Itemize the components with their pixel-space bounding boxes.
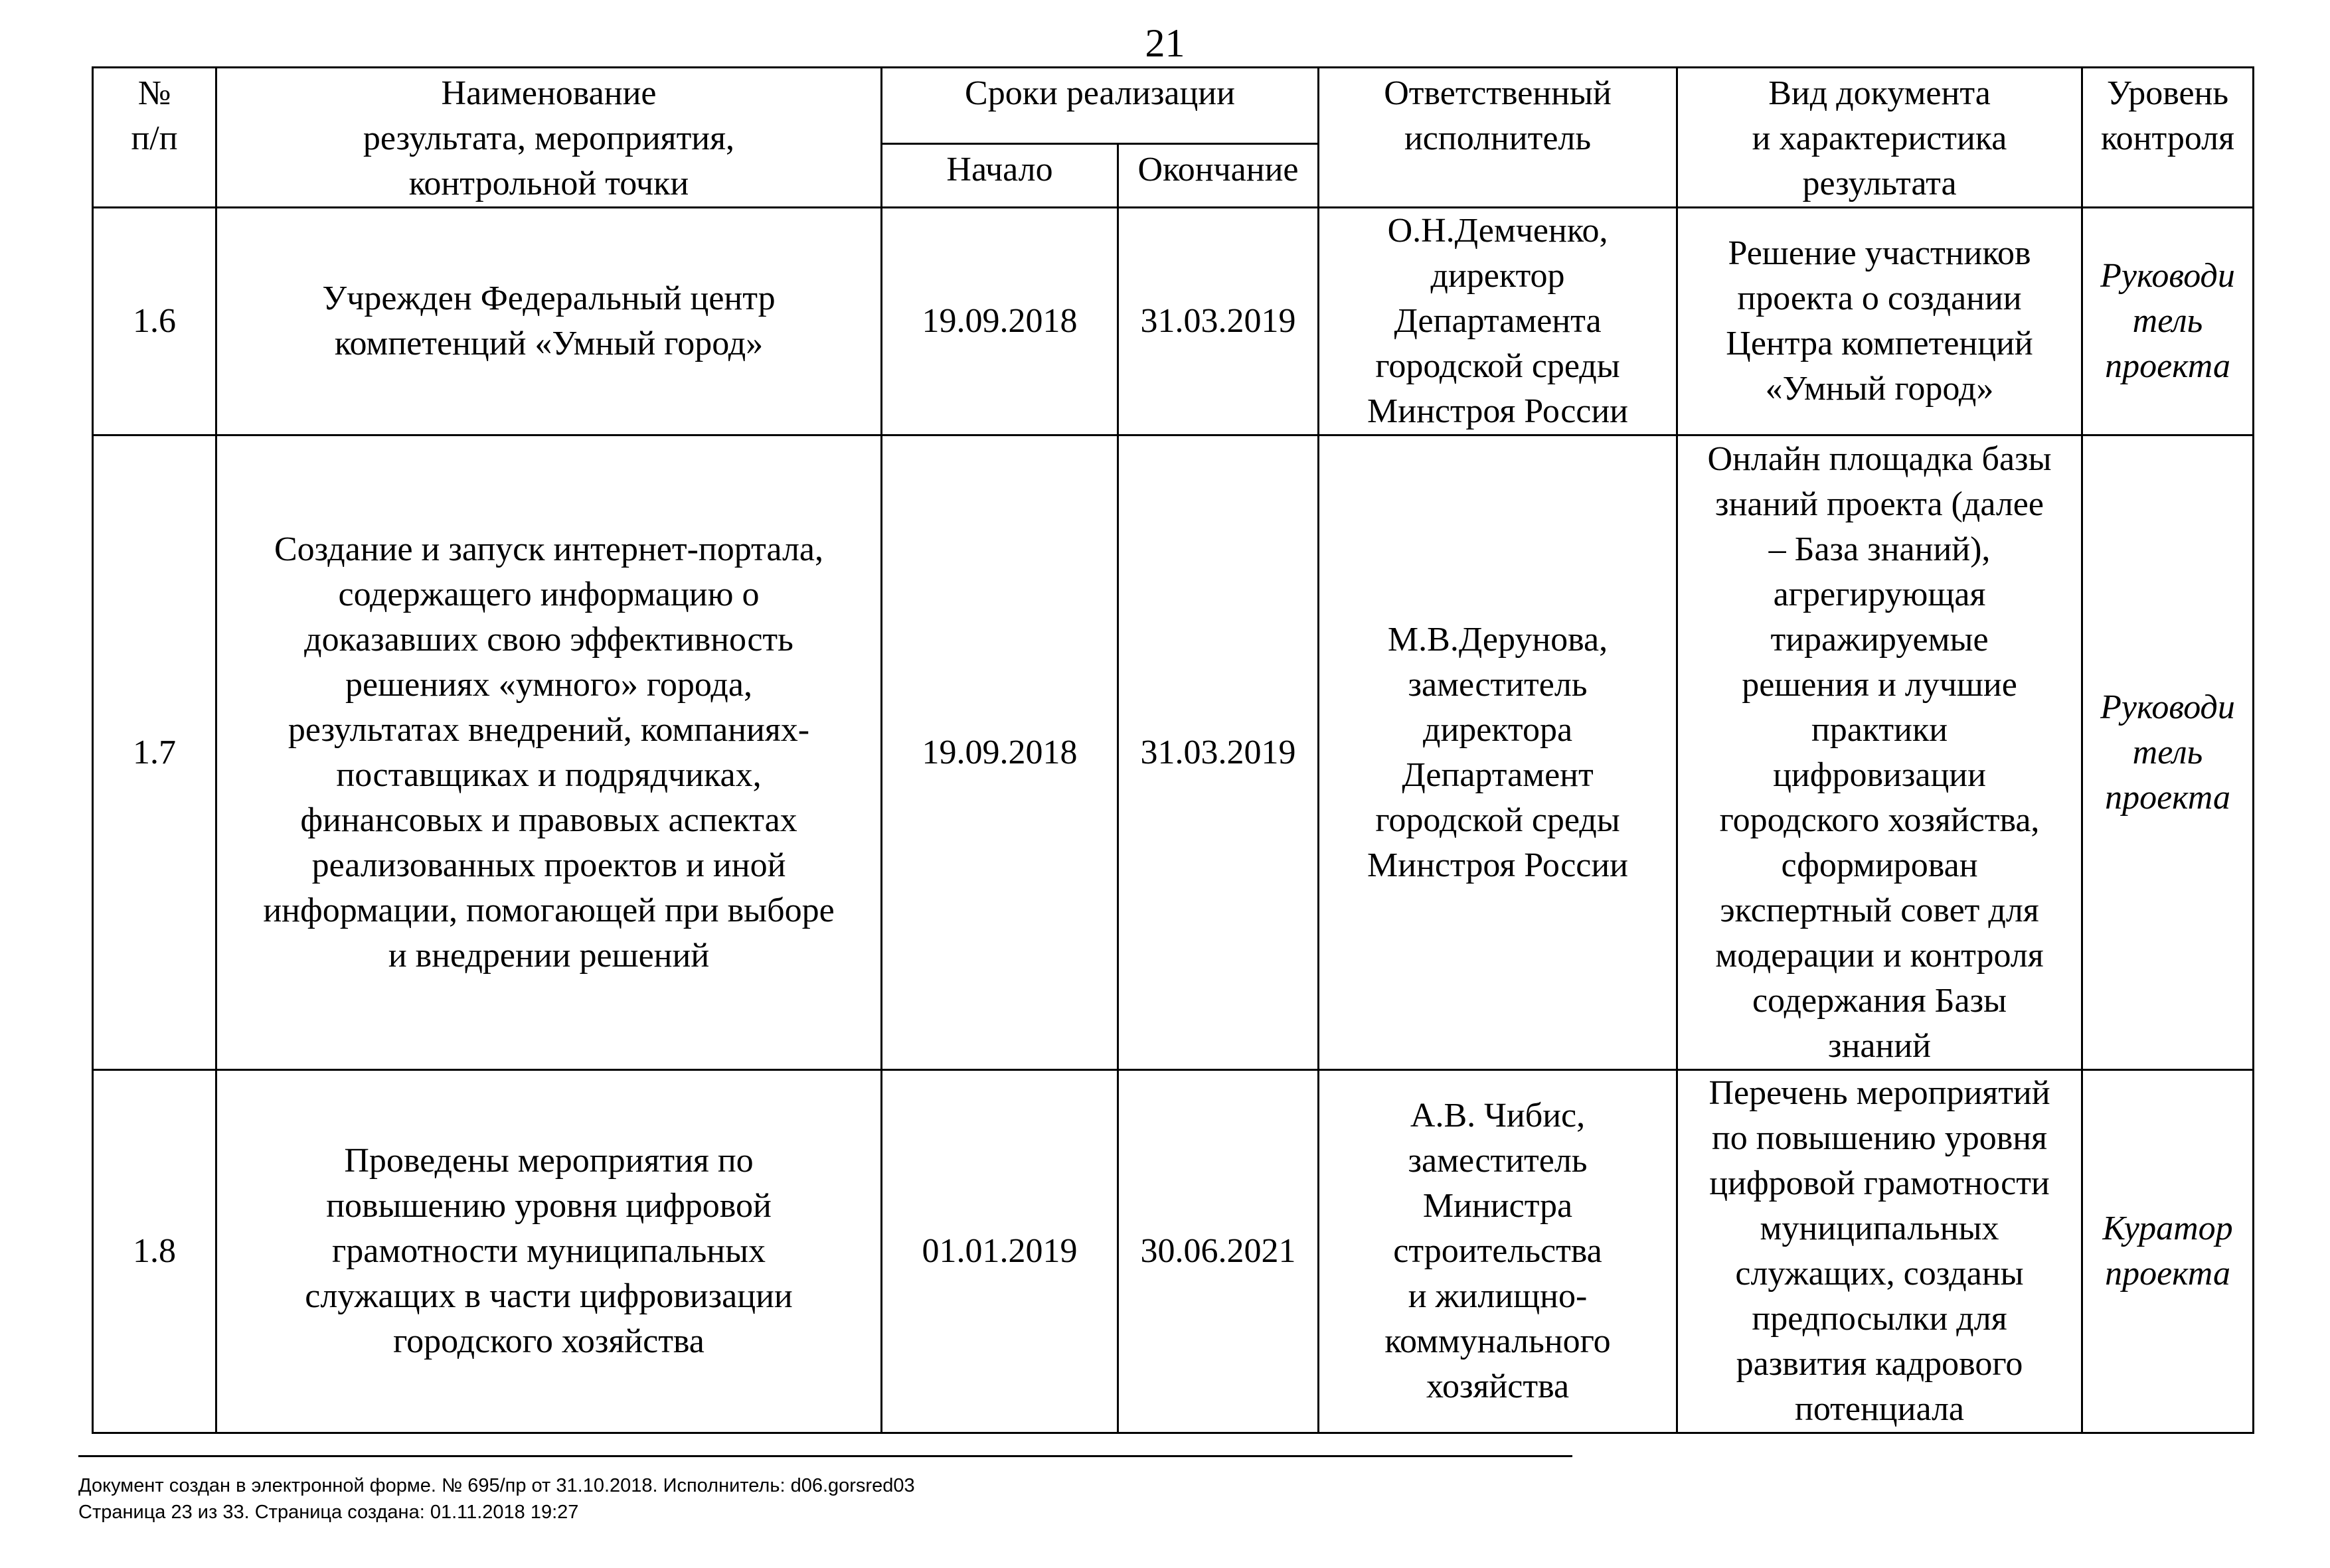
page-number: 21: [1145, 21, 1185, 65]
header-control-level: Уровень контроля: [2082, 68, 2254, 208]
row-end-date: 31.03.2019: [1118, 208, 1319, 435]
row-executor: О.Н.Демченко, директор Департамента городской среды Минстроя России: [1319, 208, 1677, 435]
row-document: Перечень мероприятий по повышению уровня цифровой грамотности муниципальных служащих, созданы предпосылки для развития кадрового потенциала: [1677, 1070, 2082, 1433]
row-end-date: 30.06.2021: [1118, 1070, 1319, 1433]
header-start: Начало: [882, 143, 1118, 207]
project-plan-table: [92, 66, 2254, 1434]
row-number: 1.7: [93, 435, 216, 1070]
header-dates: Сроки реализации: [882, 68, 1319, 144]
row-number: 1.8: [93, 1070, 216, 1433]
header-executor: Ответственный исполнитель: [1319, 68, 1677, 208]
document-footer: [78, 1472, 915, 1526]
row-executor: А.В. Чибис, заместитель Министра строительства и жилищно- коммунального хозяйства: [1319, 1070, 1677, 1433]
row-name: Проведены мероприятия по повышению уровня цифровой грамотности муниципальных служащих в части цифровизации городского хозяйства: [216, 1070, 882, 1433]
row-document: Решение участников проекта о создании Центра компетенций «Умный город»: [1677, 208, 2082, 435]
row-executor: М.В.Дерунова, заместитель директора Департамент городской среды Минстроя России: [1319, 435, 1677, 1070]
footer-divider: [78, 1455, 1572, 1457]
row-start-date: 01.01.2019: [882, 1070, 1118, 1433]
row-end-date: 31.03.2019: [1118, 435, 1319, 1070]
row-document: Онлайн площадка базы знаний проекта (далее – База знаний), агрегирующая тиражируемые решения и лучшие практики цифровизации городского хозяйства, сформирован экспертный совет для модерации и контроля содержания Базы знаний: [1677, 435, 2082, 1070]
header-name: Наименование результата, мероприятия, контрольной точки: [216, 68, 882, 208]
row-start-date: 19.09.2018: [882, 208, 1118, 435]
row-start-date: 19.09.2018: [882, 435, 1118, 1070]
header-document: Вид документа и характеристика результата: [1677, 68, 2082, 208]
header-number: № п/п: [93, 68, 216, 208]
footer-document-info: Документ создан в электронной форме. № 695/пр от 31.10.2018. Исполнитель: d06.gorsred03: [78, 1475, 915, 1496]
row-name: Учрежден Федеральный центр компетенций «Умный город»: [216, 208, 882, 435]
footer-page-info: Страница 23 из 33. Страница создана: 01.11.2018 19:27: [78, 1502, 579, 1523]
table-row: [93, 1070, 2254, 1433]
row-control-level: Руководи тель проекта: [2082, 208, 2254, 435]
table-row: [93, 435, 2254, 1070]
row-name: Создание и запуск интернет-портала, содержащего информацию о доказавших свою эффективность решениях «умного» города, результатах внедрений, компаниях- поставщиках и подрядчиках, финансовых и правовых аспектах реализованных проектов и иной информации, помогающей при выборе и внедрении решений: [216, 435, 882, 1070]
row-control-level: Руководи тель проекта: [2082, 435, 2254, 1070]
table-row: [93, 208, 2254, 435]
row-number: 1.6: [93, 208, 216, 435]
header-end: Окончание: [1118, 143, 1319, 207]
row-control-level: Куратор проекта: [2082, 1070, 2254, 1433]
